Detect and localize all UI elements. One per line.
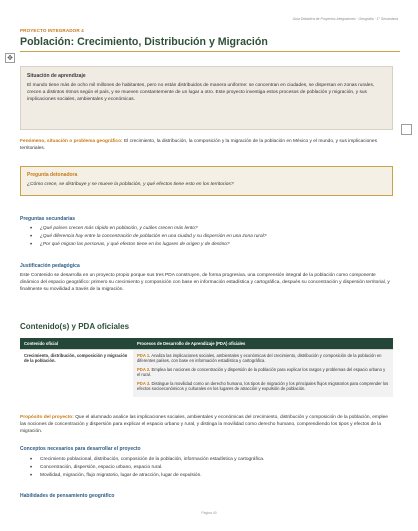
pda-item bbox=[137, 381, 389, 392]
column-header-pda: Procesos de Desarrollo de Aprendizaje (PDA) oficiales bbox=[133, 338, 393, 350]
pda-section-title: Contenido(s) y PDA oficiales bbox=[20, 322, 130, 331]
pda-item bbox=[137, 367, 389, 378]
learning-situation-text: El mundo tiene más de ocho mil millones de habitantes, pero no están distribuidos de manera uniforme: se concentran en ciudades, se dispersan en zonas rurales, crecen a distintos ritmos según el país, y se mueven constantemente de un lugar a otro. Este proyecto investiga estos procesos de población y migración, y sus implicaciones sociales, ambientales y económicas. bbox=[27, 83, 375, 102]
concepts-list bbox=[30, 456, 393, 480]
pda-code: PDA 1. bbox=[137, 353, 151, 358]
thinking-skills-heading: Habilidades de pensamiento geográfico bbox=[20, 493, 115, 499]
pda-item bbox=[137, 353, 389, 364]
pda-text: Analiza las implicaciones sociales, ambientales y económicas del crecimiento, distribución y composición de la población en diferentes países, con base en información estadística y cartográfica. bbox=[137, 353, 382, 364]
secondary-questions-heading: Preguntas secundarias bbox=[20, 216, 76, 222]
trigger-question-heading: Pregunta detonadora bbox=[27, 172, 78, 178]
list-item: • Concentración, dispersión, espacio urbano, espacio rural. bbox=[30, 464, 393, 472]
phenomenon-text: El crecimiento, la distribución, la composición y la migración de la población en México y el mundo, y sus implicaciones territoriales. bbox=[20, 139, 377, 151]
list-item: • Crecimiento poblacional, distribución, composición de la población, información estadística y cartográfica. bbox=[30, 456, 393, 464]
learning-situation-heading: Situación de aprendizaje bbox=[27, 73, 86, 79]
pda-text: Distingue la movilidad como un derecho humano, los tipos de migración y los principales flujos migratorios para comprender los efectos socioeconómicos y culturales en los lugares de atracción y expulsión de población. bbox=[137, 380, 389, 392]
learning-situation-box bbox=[20, 66, 393, 130]
page-footer: Página 40 bbox=[201, 511, 217, 515]
secondary-questions-list bbox=[30, 225, 393, 249]
title-divider bbox=[20, 51, 400, 52]
phenomenon-label: Fenómeno, situación o problema geográfico: bbox=[20, 139, 123, 144]
list-item: • ¿Qué diferencia hay entre la concentración de población en una ciudad y su dispersión en una zona rural? bbox=[30, 233, 393, 241]
column-header-content: Contenido oficial bbox=[20, 338, 133, 350]
content-cell: Crecimiento, distribución, composición y migración de la población. bbox=[20, 350, 133, 398]
pda-code: PDA 3. bbox=[137, 380, 151, 386]
list-item: • ¿Por qué migran las personas, y qué efectos tiene en los lugares de origen y de destino? bbox=[30, 241, 393, 249]
justification-heading: Justificación pedagógica bbox=[20, 263, 80, 269]
table-row bbox=[20, 350, 393, 398]
purpose-text: Que el alumnado analice las implicaciones sociales, ambientales y económicas del crecimiento, distribución y composición de la población, emplee las nociones de concentración y dispersión para explicar el espacio urbano y rural, y distinga la movilidad como derecho humano, comprendiendo los tipos y efectos de la migración. bbox=[20, 415, 388, 434]
trigger-question-box bbox=[20, 166, 393, 196]
resize-handle-icon[interactable] bbox=[401, 124, 412, 135]
list-item: • Movilidad, migración, flujo migratorio, lugar de atracción, lugar de expulsión. bbox=[30, 472, 393, 480]
phenomenon-paragraph bbox=[20, 138, 393, 152]
running-header: Guía Didáctica de Proyectos Integradores · Geografía · 1° Secundaria bbox=[292, 17, 398, 21]
table-header-row bbox=[20, 338, 393, 350]
pda-cell bbox=[133, 350, 393, 398]
pda-table bbox=[20, 338, 393, 397]
trigger-question-text: ¿Cómo crece, se distribuye y se mueve la población, y qué efectos tiene esto en los territorios? bbox=[27, 182, 234, 187]
page-title: Población: Crecimiento, Distribución y Migración bbox=[20, 36, 268, 48]
concepts-heading: Conceptos necesarios para desarrollar el proyecto bbox=[20, 446, 141, 452]
justification-text: Este Contenido se desarrolla en un proyecto propio porque sus tres PDA construyen, de forma progresiva, una comprensión integral de la población como componente dinámico del espacio geográfico: primero su crecimiento y composición con base en información estadística y cartográfica, después su concentración y dispersión territorial, y finalmente su movilidad a través de la migración. bbox=[20, 273, 390, 292]
purpose-label: Propósito del proyecto: bbox=[20, 415, 74, 420]
pda-code: PDA 2. bbox=[137, 366, 151, 372]
project-tag: PROYECTO INTEGRADOR 4 bbox=[20, 28, 84, 33]
move-icon[interactable]: ✥ bbox=[5, 53, 15, 63]
pda-text: Emplea las nociones de concentración y dispersión de la población para explicar los rasgos y problemas del espacio urbano y el rural. bbox=[137, 366, 386, 378]
purpose-paragraph bbox=[20, 414, 393, 435]
list-item: • ¿Qué países crecen más rápido en población, y cuáles crecen más lento? bbox=[30, 225, 393, 233]
